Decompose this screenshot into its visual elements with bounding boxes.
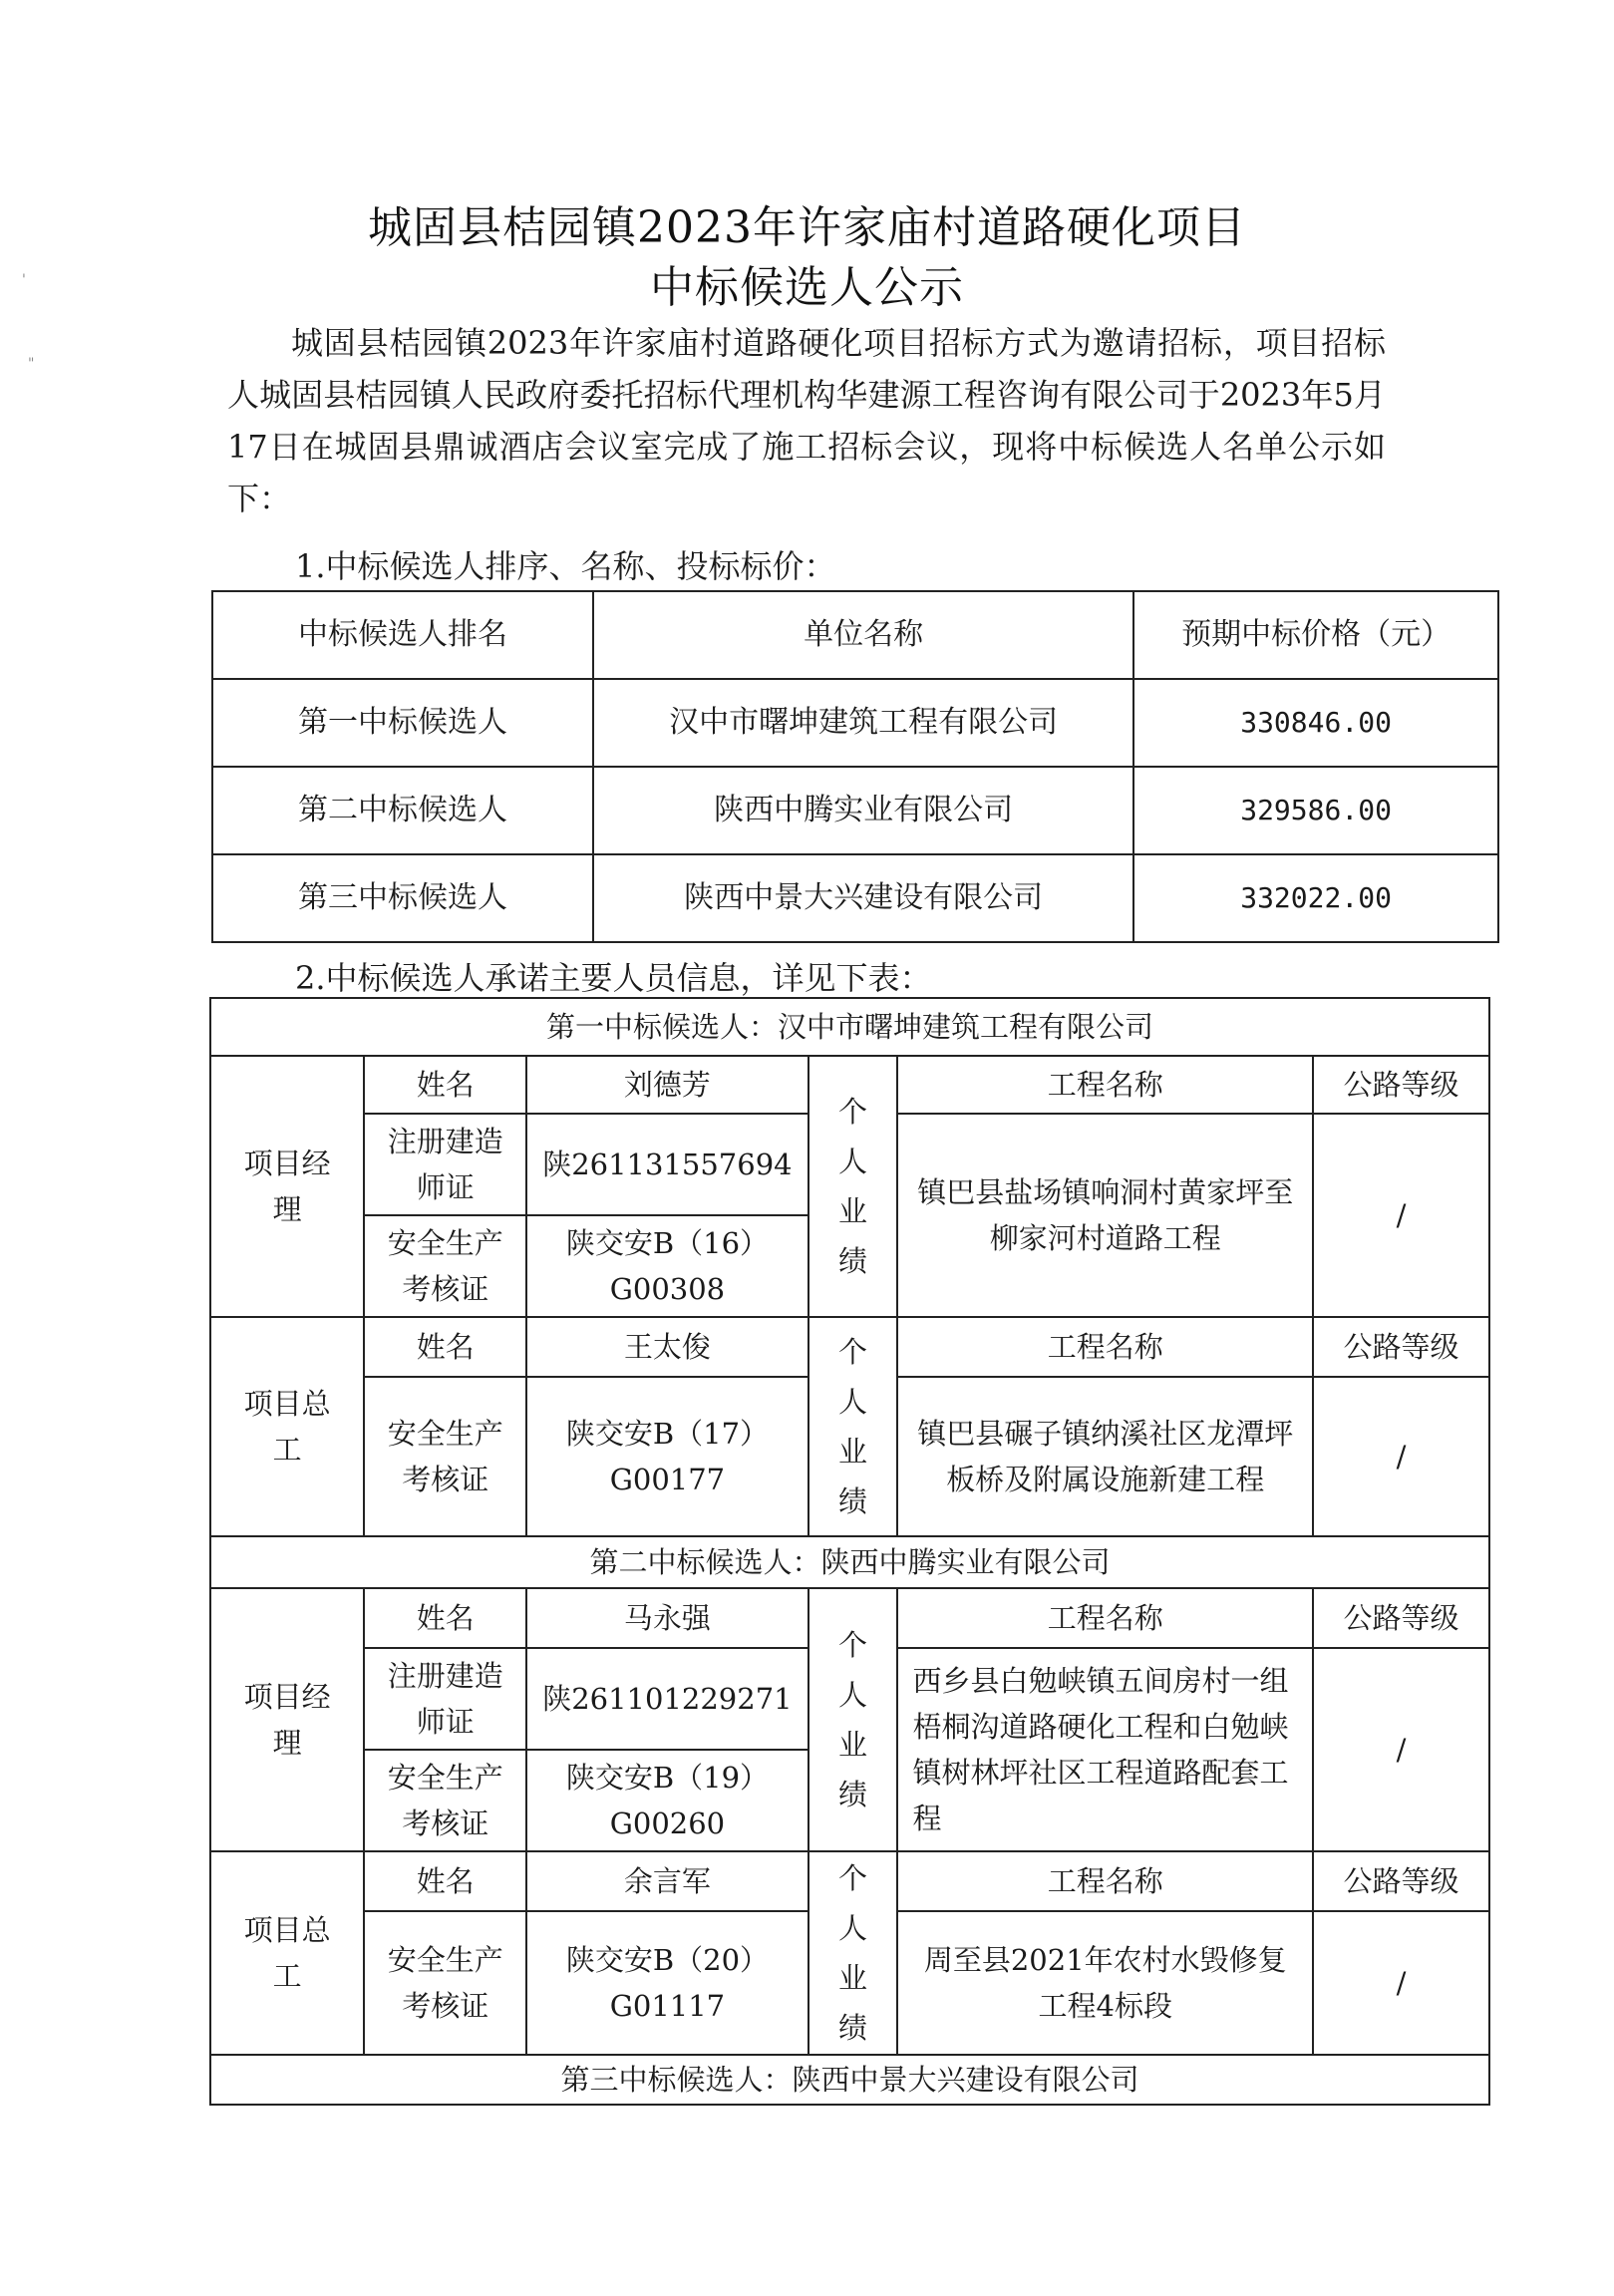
candidate-1-header: 第一中标候选人：汉中市曙坤建筑工程有限公司	[210, 998, 1489, 1056]
performance-label: 个人业绩	[808, 1056, 898, 1317]
scan-speck: '	[22, 272, 26, 288]
reg-cert-label: 注册建造师证	[364, 1114, 526, 1215]
candidate-header-row	[210, 998, 1489, 1056]
chief-name: 王太俊	[526, 1317, 807, 1377]
manager-safety-cert: 陕交安B（16）G00308	[526, 1215, 807, 1317]
header-company: 单位名称	[593, 591, 1133, 679]
project-name-label: 工程名称	[897, 1851, 1313, 1911]
manager-road-grade: /	[1313, 1114, 1489, 1317]
chief-name: 余言军	[526, 1851, 807, 1911]
candidate-3-header: 第三中标候选人：陕西中景大兴建设有限公司	[210, 2055, 1489, 2105]
price-cell: 330846.00	[1133, 679, 1498, 767]
chief-project: 周至县2021年农村水毁修复工程4标段	[897, 1911, 1313, 2055]
manager-project: 西乡县白勉峡镇五间房村一组梧桐沟道路硬化工程和白勉峡镇树林坪社区工程道路配套工程	[897, 1648, 1313, 1851]
section-1-heading: 1.中标候选人排序、名称、投标标价：	[295, 547, 836, 585]
doc-title: 城固县桔园镇2023年许家庙村道路硬化项目	[368, 202, 1246, 253]
performance-label: 个人业绩	[808, 1588, 898, 1851]
chief-safety-cert: 陕交安B（17）G00177	[526, 1377, 807, 1536]
candidate-header-row	[210, 2055, 1489, 2105]
performance-label: 个人业绩	[808, 1851, 898, 2055]
manager-reg-cert: 陕261101229271	[526, 1648, 807, 1750]
road-grade-label: 公路等级	[1313, 1851, 1489, 1911]
performance-label: 个人业绩	[808, 1317, 898, 1536]
road-grade-label: 公路等级	[1313, 1317, 1489, 1377]
table-header-row	[212, 591, 1498, 679]
chief-safety-cert: 陕交安B（20）G01117	[526, 1911, 807, 2055]
safety-cert-label: 安全生产考核证	[364, 1377, 526, 1536]
rank-cell: 第三中标候选人	[212, 854, 593, 942]
intro-paragraph: 城固县桔园镇2023年许家庙村道路硬化项目招标方式为邀请招标，项目招标人城固县桔园镇人民政府委托招标代理机构华建源工程咨询有限公司于2023年5月17日在城固县鼎诚酒店会议室完成了施工招标会议，现将中标候选人名单公示如下：	[227, 324, 1386, 517]
safety-cert-label: 安全生产考核证	[364, 1215, 526, 1317]
chief-road-grade: /	[1313, 1377, 1489, 1536]
candidate-2-header: 第二中标候选人：陕西中腾实业有限公司	[210, 1536, 1489, 1588]
manager-project: 镇巴县盐场镇响洞村黄家坪至柳家河村道路工程	[897, 1114, 1313, 1317]
rank-cell: 第二中标候选人	[212, 767, 593, 854]
name-label: 姓名	[364, 1317, 526, 1377]
price-cell: 329586.00	[1133, 767, 1498, 854]
project-name-label: 工程名称	[897, 1317, 1313, 1377]
table-row	[210, 1588, 1489, 1648]
company-cell: 陕西中腾实业有限公司	[593, 767, 1133, 854]
ranking-table	[211, 590, 1499, 943]
personnel-table	[209, 997, 1490, 2106]
manager-safety-cert: 陕交安B（19）G00260	[526, 1750, 807, 1851]
manager-name: 刘德芳	[526, 1056, 807, 1114]
table-row	[210, 1056, 1489, 1114]
table-row	[212, 767, 1498, 854]
company-cell: 陕西中景大兴建设有限公司	[593, 854, 1133, 942]
table-row	[210, 1851, 1489, 1911]
manager-name: 马永强	[526, 1588, 807, 1648]
role-label-chief: 项目总工	[210, 1317, 364, 1536]
chief-road-grade: /	[1313, 1911, 1489, 2055]
role-label-chief: 项目总工	[210, 1851, 364, 2055]
safety-cert-label: 安全生产考核证	[364, 1911, 526, 2055]
name-label: 姓名	[364, 1056, 526, 1114]
name-label: 姓名	[364, 1588, 526, 1648]
section-2-heading: 2.中标候选人承诺主要人员信息，详见下表：	[295, 959, 932, 997]
project-name-label: 工程名称	[897, 1588, 1313, 1648]
road-grade-label: 公路等级	[1313, 1056, 1489, 1114]
doc-subtitle: 中标候选人公示	[650, 262, 964, 313]
header-price: 预期中标价格（元）	[1133, 591, 1498, 679]
role-label-manager: 项目经理	[210, 1056, 364, 1317]
table-row	[212, 679, 1498, 767]
rank-cell: 第一中标候选人	[212, 679, 593, 767]
manager-road-grade: /	[1313, 1648, 1489, 1851]
candidate-header-row	[210, 1536, 1489, 1588]
price-cell: 332022.00	[1133, 854, 1498, 942]
table-row	[212, 854, 1498, 942]
reg-cert-label: 注册建造师证	[364, 1648, 526, 1750]
role-label-manager: 项目经理	[210, 1588, 364, 1851]
manager-reg-cert: 陕261131557694	[526, 1114, 807, 1215]
road-grade-label: 公路等级	[1313, 1588, 1489, 1648]
scan-speck: "	[28, 356, 35, 372]
project-name-label: 工程名称	[897, 1056, 1313, 1114]
header-rank: 中标候选人排名	[212, 591, 593, 679]
table-row	[210, 1317, 1489, 1377]
company-cell: 汉中市曙坤建筑工程有限公司	[593, 679, 1133, 767]
name-label: 姓名	[364, 1851, 526, 1911]
chief-project: 镇巴县碾子镇纳溪社区龙潭坪板桥及附属设施新建工程	[897, 1377, 1313, 1536]
safety-cert-label: 安全生产考核证	[364, 1750, 526, 1851]
